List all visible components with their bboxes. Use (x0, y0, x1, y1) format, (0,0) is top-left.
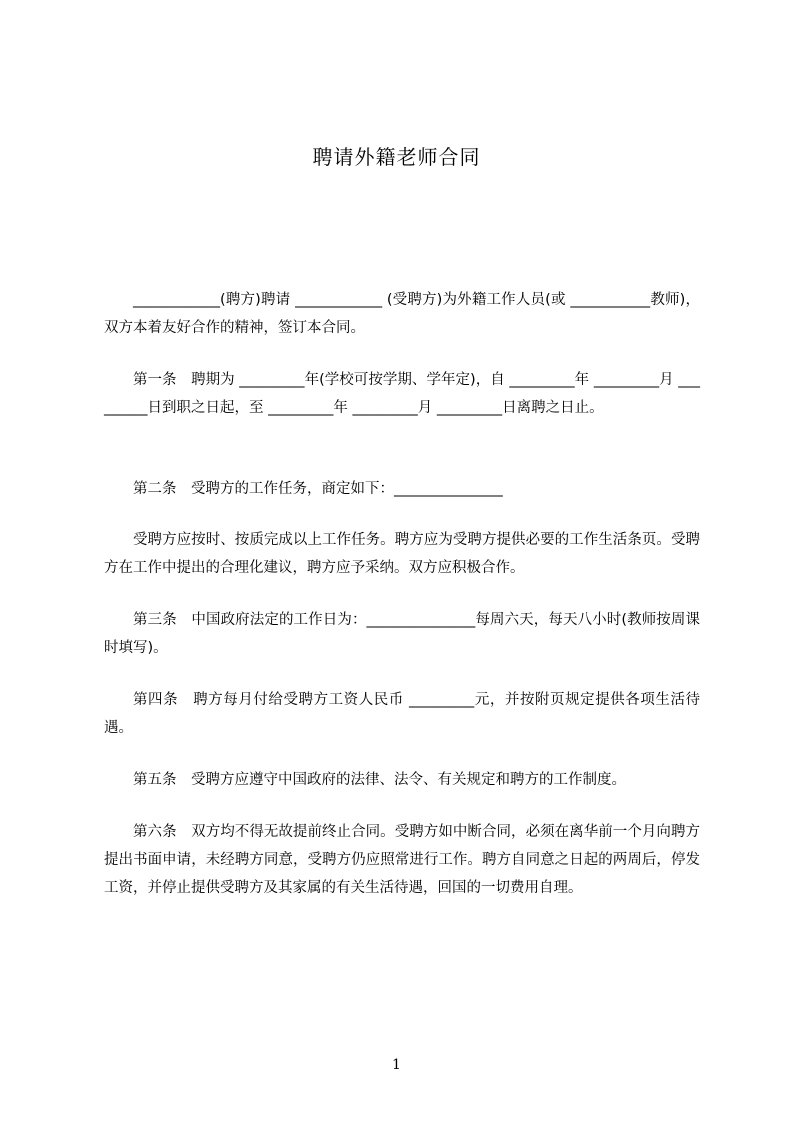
article-3-workdays: 第三条 中国政府法定的工作日为：_______________每周六天，每天八小时(教师按周课时填写)。 (104, 612, 700, 656)
article-5-compliance: 第五条 受聘方应遵守中国政府的法律、法令、有关规定和聘方的工作制度。 (133, 772, 626, 788)
article-4-salary: 第四条 聘方每月付给受聘方工资人民币 _________元，并按附页规定提供各项生活待遇。 (104, 692, 700, 736)
article-2-tasks: 第二条 受聘方的工作任务，商定如下：_______________ (133, 481, 503, 497)
document-title: 聘请外籍老师合同 (312, 145, 481, 169)
page-number: 1 (392, 1057, 401, 1073)
article-6-termination: 第六条 双方均不得无故提前终止合同。受聘方如中断合同，必须在离华前一个月向聘方提出书面申请，未经聘方同意，受聘方仍应照常进行工作。聘方自同意之日起的两周后，停发工资，并停止提供受聘方及其家属的有关生活待遇，回国的一切费用自理。 (104, 824, 700, 896)
article-1-term: 第一条 聘期为 _________年(学校可按学期、学年定)，自 _________年 _________月 _________日到职之日起，至 _________年 _________月 _________日离聘之日止。 (104, 372, 700, 416)
article-2-details: 受聘方应按时、按质完成以上工作任务。聘方应为受聘方提供必要的工作生活条页。受聘方在工作中提出的合理化建议，聘方应予采纳。双方应积极合作。 (104, 532, 700, 576)
opening-paragraph: ____________(聘方)聘请 ____________ (受聘方)为外籍工作人员(或 ___________教师)，双方本着友好合作的精神，签订本合同。 (104, 292, 700, 336)
